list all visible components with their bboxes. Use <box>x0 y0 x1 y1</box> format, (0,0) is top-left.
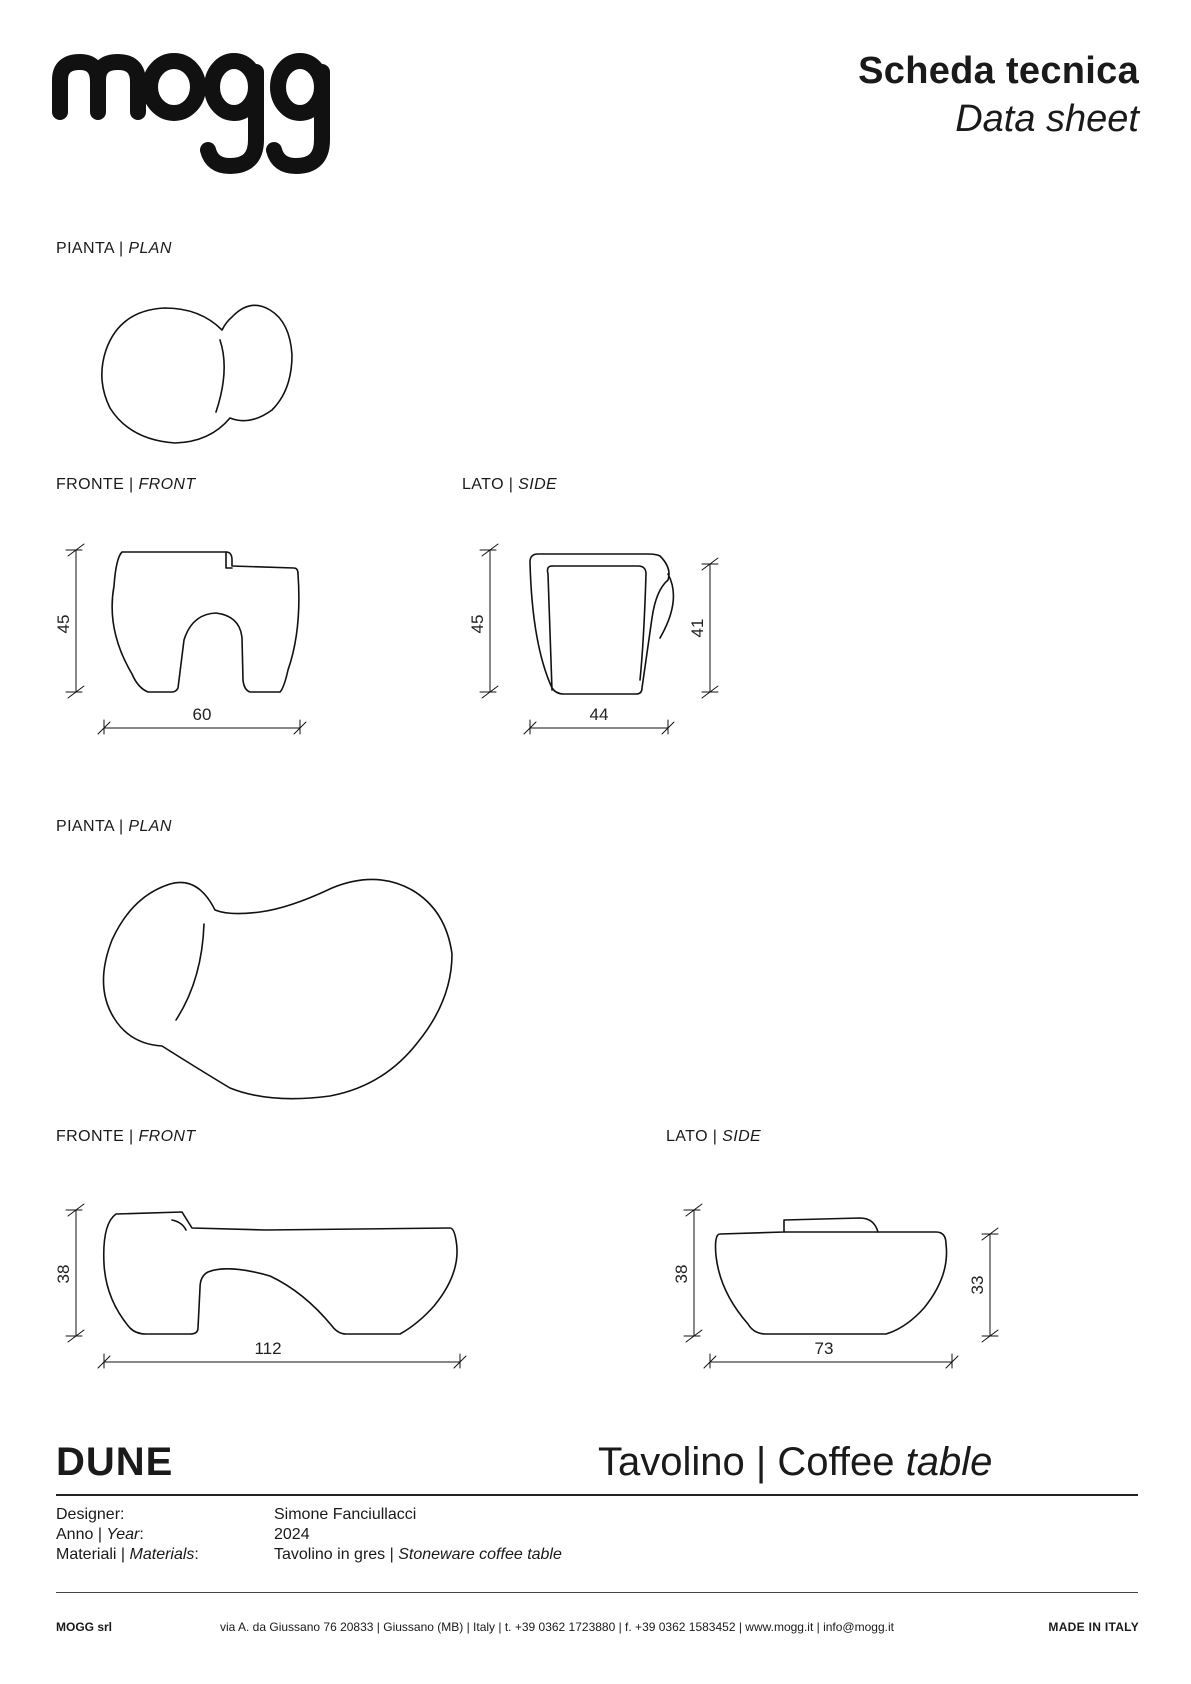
label-it: FRONTE <box>56 1128 125 1145</box>
dim-width: 112 <box>254 1339 282 1358</box>
section-label-plan-large: PIANTA | PLAN <box>56 818 172 835</box>
section-label-front: FRONTE | FRONT <box>56 476 196 493</box>
dim-width: 73 <box>814 1339 834 1358</box>
product-type-en-a: Coffee <box>777 1440 895 1484</box>
spec-value: 2024 <box>274 1526 310 1543</box>
spec-key-it: Materiali <box>56 1546 117 1563</box>
label-en: PLAN <box>128 240 172 257</box>
sheet-subtitle: Data sheet <box>955 98 1139 140</box>
spec-value: Tavolino in gres | Stoneware coffee table <box>274 1546 562 1563</box>
spec-key-en: Year <box>106 1526 140 1543</box>
dim-height: 45 <box>468 614 487 634</box>
dim-width: 60 <box>192 705 212 724</box>
label-en: PLAN <box>128 818 172 835</box>
dim-height: 38 <box>672 1264 691 1284</box>
spec-value-it: Tavolino in gres <box>274 1546 386 1563</box>
dim-height-inner: 33 <box>968 1275 987 1295</box>
product-name: DUNE <box>56 1440 174 1484</box>
label-en: FRONT <box>138 476 196 493</box>
spec-key: Anno | Year: <box>56 1526 144 1543</box>
section-label-side-large: LATO | SIDE <box>666 1128 762 1145</box>
label-it: PIANTA <box>56 240 115 257</box>
divider <box>56 1494 1138 1496</box>
section-label-side: LATO | SIDE <box>462 476 558 493</box>
product-type-it: Tavolino <box>598 1440 745 1484</box>
product-type: Tavolino | Coffee table <box>598 1440 993 1484</box>
footer-address: via A. da Giussano 76 20833 | Giussano (MB) | Italy | t. +39 0362 1723880 | f. +39 0362 1583452 | www.mogg.it | info@mogg.it <box>220 1620 894 1634</box>
plan-drawing-small <box>100 300 300 450</box>
footer-made-in: MADE IN ITALY <box>1048 1620 1139 1634</box>
dim-height: 38 <box>54 1264 73 1284</box>
front-drawing-large <box>50 1200 480 1380</box>
spec-key: Materiali | Materials: <box>56 1546 199 1563</box>
dim-height: 45 <box>54 614 73 634</box>
section-label-plan: PIANTA | PLAN <box>56 240 172 257</box>
footer-divider <box>56 1592 1138 1593</box>
section-label-front-large: FRONTE | FRONT <box>56 1128 196 1145</box>
label-it: LATO <box>462 476 504 493</box>
dim-width: 44 <box>589 705 609 724</box>
dim-height-inner: 41 <box>688 618 707 638</box>
side-drawing-small <box>460 540 730 740</box>
mogg-logo <box>52 50 352 175</box>
front-drawing-small <box>50 540 310 740</box>
product-type-en-b: table <box>905 1440 993 1484</box>
label-it: FRONTE <box>56 476 125 493</box>
spec-key-en: Materials <box>129 1546 195 1563</box>
footer-company: MOGG srl <box>56 1620 113 1634</box>
label-it: PIANTA <box>56 818 115 835</box>
label-it: LATO <box>666 1128 708 1145</box>
label-en: FRONT <box>138 1128 196 1145</box>
side-drawing-large <box>660 1200 1020 1380</box>
plan-drawing-large <box>100 860 480 1110</box>
spec-value-en: Stoneware coffee table <box>398 1546 562 1563</box>
label-en: SIDE <box>722 1128 762 1145</box>
spec-value: Simone Fanciullacci <box>274 1506 417 1523</box>
sheet-title: Scheda tecnica <box>858 50 1139 92</box>
spec-key: Designer: <box>56 1506 125 1523</box>
label-en: SIDE <box>518 476 558 493</box>
spec-key-it: Anno <box>56 1526 94 1543</box>
